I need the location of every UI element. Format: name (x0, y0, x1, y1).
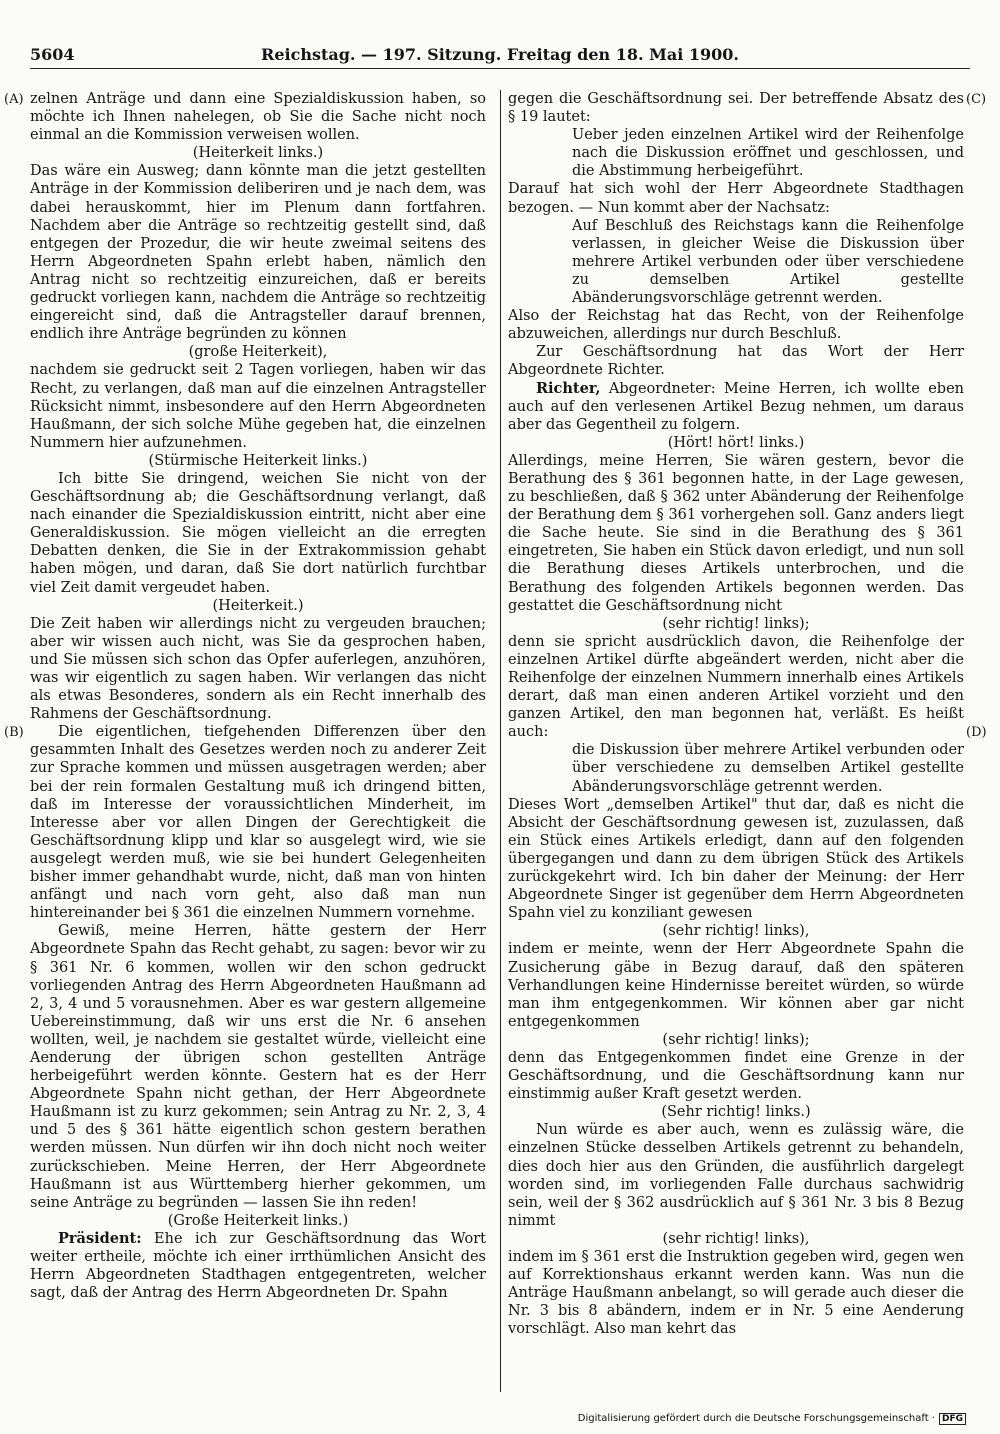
speech-text: Abgeordneter: Meine Herren, ich wollte eben auch auf den verlesenen Artikel Bezug nehmen, um daraus aber das Gegentheil zu folgern. (508, 380, 965, 433)
left-column (30, 90, 486, 1302)
paragraph: Dieses Wort „demselben Artikel" thut dar, daß es nicht die Absicht der Geschäftsordnung gewesen ist, zuzulassen, daß ein Stück eines Artikels erledigt, dann auf den folgenden übergegangen und dann zu dem übrigen Stück des Artikels zurückgekehrt wird. Ich bin daher der Meinung: der Herr Abgeordnete Singer ist gegenüber dem Herrn Abgeordneten Spahn viel zu konziliant gewesen (508, 796, 964, 922)
column-divider (500, 90, 501, 1392)
reaction: (große Heiterkeit), (188, 344, 328, 361)
header-rule (30, 68, 970, 69)
paragraph: denn das Entgegenkommen findet eine Grenze in der Geschäftsordnung, und die Geschäftsordnung kann nur einstimmig außer Kraft gesetzt werden. (508, 1049, 964, 1103)
page-header (0, 0, 1000, 70)
quoted-rule: Auf Beschluß des Reichstags kann die Reihenfolge verlassen, in gleicher Weise die Diskussion über mehrere Artikel verbunden oder über verschiedene zu demselben Artikel gestellte Abänderungsvorschläge getrennt werden. (572, 217, 964, 307)
credit-text: Digitalisierung gefördert durch die Deutsche Forschungsgemeinschaft · (577, 1413, 935, 1424)
speaker-paragraph (30, 1230, 486, 1302)
paragraph: nachdem sie gedruckt seit 2 Tagen vorliegen, haben wir das Recht, zu verlangen, daß man auf die einzelnen Antragsteller Rücksicht nimmt, insbesondere auf den Herrn Abgeordneten Haußmann, der sich solche Mühe gegeben hat, die einzelnen Nummern hier aufzunehmen. (30, 362, 486, 451)
reaction: (Heiterkeit.) (212, 597, 304, 614)
reaction: (Heiterkeit links.) (192, 145, 324, 162)
reaction: (Große Heiterkeit links.) (167, 1212, 349, 1229)
paragraph: Allerdings, meine Herren, Sie wären gestern, bevor die Berathung des § 361 begonnen hatte, in der Lage gewesen, zu beschließen, daß § 362 unter Abänderung der Reihenfolge der Berathung dem § 361 vorhergehen soll. Ganz anders liegt die Sache heute. Sie sind in die Berathung des § 361 eingetreten, Sie haben ein Stück davon erledigt, und nun soll die Berathung dieses Artikels unterbrochen, und die Berathung des folgenden Artikels begonnen werden. Das gestattet die Geschäftsordnung nicht (508, 452, 964, 614)
speaker-name: Präsident: (58, 1229, 142, 1247)
paragraph: Darauf hat sich wohl der Herr Abgeordnete Stadthagen bezogen. — Nun kommt aber der Nachsatz: (508, 181, 964, 216)
paragraph: zelnen Anträge und dann eine Spezialdiskussion haben, so möchte ich Ihnen nahelegen, ob Sie die Sache nicht noch einmal an die Kommission verweisen wollen. (30, 91, 486, 144)
running-title: Reichstag. — 197. Sitzung. Freitag den 18. Mai 1900. (261, 45, 739, 64)
paragraph: Zur Geschäftsordnung hat das Wort der Herr Abgeordnete Richter. (508, 344, 964, 379)
margin-marker-a: (A) (4, 92, 24, 107)
paragraph: Die eigentlichen, tiefgehenden Differenzen über den gesammten Inhalt des Gesetzes werden noch zu anderer Zeit zur Sprache kommen und müssen ausgetragen werden; aber bei der rein formalen Gestaltung muß ich dringend bitten, daß im Interesse der voraussichtlichen Minderheit, im Interesse aber vor allen Dingen der Gerechtigkeit die Geschäftsordnung klipp und klar so ausgelegt wird, wie sie ausgelegt werden muß, wie sie bei hundert Gelegenheiten bisher immer gehandhabt wurde, nicht, daß man von hinten anfängt und nach vorn geht, also daß man nun hintereinander bei § 361 die einzelnen Nummern vornehme. (30, 724, 486, 922)
reaction: (sehr richtig! links); (662, 1031, 810, 1048)
margin-marker-d: (D) (966, 725, 987, 740)
paragraph: gegen die Geschäftsordnung sei. Der betreffende Absatz des § 19 lautet: (508, 91, 964, 126)
paragraph: Gewiß, meine Herren, hätte gestern der Herr Abgeordnete Spahn das Recht gehabt, zu sagen: bevor wir zu § 361 Nr. 6 kommen, wollen wir den schon gedruckt vorliegenden Antrag des Herrn Abgeordneten Haußmann ad 2, 3, 4 und 5 vorausnehmen. Aber es war gestern allgemeine Uebereinstimmung, daß wir uns erst die Nr. 6 ansehen wollten, weil, je nachdem sie gestaltet würde, vielleicht eine Aenderung der übrigen schon gestellten Anträge herbeigeführt werden könnte. Gestern hat es der Herr Abgeordnete Spahn nicht gethan, der Herr Abgeordnete Haußmann ist zu kurz gekommen; sein Antrag zu Nr. 2, 3, 4 und 5 des § 361 hätte eigentlich schon gestern berathen werden müssen. Nun dürfen wir ihn doch nicht noch weiter zurückschieben. Meine Herren, der Herr Abgeordnete Haußmann ist aus Württemberg hierher gekommen, um seine Anträge zu begründen — lassen Sie ihn reden! (30, 923, 486, 1211)
margin-marker-b: (B) (4, 725, 24, 740)
speaker-name: Richter, (536, 379, 601, 397)
speaker-paragraph (508, 380, 964, 434)
dfg-logo-icon: DFG (939, 1413, 966, 1425)
quoted-rule: Ueber jeden einzelnen Artikel wird der Reihenfolge nach die Diskussion eröffnet und geschlossen, und die Abstimmung herbeigeführt. (572, 127, 964, 180)
quoted-rule: die Diskussion über mehrere Artikel verbunden oder über verschiedene zu demselben Artikel gestellte Abänderungsvorschläge getrennt werden. (572, 742, 964, 795)
reaction: (sehr richtig! links); (662, 615, 810, 632)
paragraph: Ich bitte Sie dringend, weichen Sie nicht von der Geschäftsordnung ab; die Geschäftsordnung verlangt, daß nach einander die Spezialdiskussion eintritt, nicht aber eine Generaldiskussion. Sie mögen vielleicht an die erregten Debatten denken, die Sie in der Extrakommission gehabt haben mögen, und daran, daß Sie dort natürlich furchtbar viel Zeit damit vergeudet haben. (30, 470, 486, 596)
margin-marker-c: (C) (966, 92, 987, 107)
reaction: (Hört! hört! links.) (667, 434, 805, 451)
speech-text: Ehe ich zur Geschäftsordnung das Wort weiter ertheile, möchte ich einer irrthümlichen Ansicht des Herrn Abgeordneten Stadthagen entgegentreten, welcher sagt, daß der Antrag des Herrn Abgeordneten Dr. Spahn (30, 1230, 487, 1302)
reaction: (Sehr richtig! links.) (661, 1104, 811, 1121)
paragraph: Das wäre ein Ausweg; dann könnte man die jetzt gestellten Anträge in der Kommission deliberiren und je nach dem, was dabei herauskommt, hier im Plenum dann fortfahren. Nachdem aber die Anträge so rechtzeitig gestellt sind, daß entgegen der Prozedur, die wir heute zweimal seitens des Herrn Abgeordneten Spahn erlebt haben, nämlich den Antrag nicht so rechtzeitig einzureichen, daß er bereits gedruckt vorliegen kann, nachdem die Anträge so rechtzeitig eingereicht sind, daß die Antragsteller darauf brennen, endlich ihre Anträge begründen zu können (30, 163, 486, 343)
reaction: (Stürmische Heiterkeit links.) (148, 452, 368, 469)
reaction: (sehr richtig! links), (662, 1230, 810, 1247)
paragraph: Die Zeit haben wir allerdings nicht zu vergeuden brauchen; aber wir wissen auch nicht, was Sie da gesprochen haben, und Sie müssen sich schon das Opfer auferlegen, anzuhören, was wir eigentlich zu sagen haben. Wir verlangen das nicht als etwas Besonderes, sondern als ein Recht innerhalb des Rahmens der Geschäftsordnung. (30, 615, 486, 723)
paragraph: indem im § 361 erst die Instruktion gegeben wird, gegen wen auf Korrektionshaus erkannt werden kann. Was nun die Anträge Haußmann anbelangt, so will gerade auch dieser die Nr. 3 bis 8 abändern, indem er in Nr. 5 eine Aenderung vorschlägt. Also man kehrt das (508, 1249, 964, 1338)
paragraph: Also der Reichstag hat das Recht, von der Reihenfolge abzuweichen, allerdings nur durch Beschluß. (508, 308, 964, 343)
paragraph: indem er meinte, wenn der Herr Abgeordnete Spahn die Zusicherung gäbe in Bezug darauf, daß den späteren Verhandlungen keine Hindernisse bereitet würden, so würde man ihm entgegenkommen. Wir können aber gar nicht entgegenkommen (508, 941, 964, 1030)
digitization-credit (578, 1413, 966, 1425)
page-number: 5604 (30, 45, 75, 64)
right-column (508, 90, 964, 1338)
paragraph: denn sie spricht ausdrücklich davon, die Reihenfolge der einzelnen Artikel dürfte abgeändert werden, nicht aber die Reihenfolge der einzelnen Nummern innerhalb eines Artikels derart, daß man einen anderen Artikel vorzieht und den ganzen Artikel, den man begonnen hat, verläßt. Es heißt auch: (508, 633, 964, 741)
reaction: (sehr richtig! links), (662, 923, 810, 940)
paragraph: Nun würde es aber auch, wenn es zulässig wäre, die einzelnen Stücke desselben Artikels getrennt zu behandeln, dies doch hier aus den Gründen, die ausführlich dargelegt worden sind, im vorliegenden Falle durchaus sachwidrig sein, weil der § 362 ausdrücklich auf § 361 Nr. 3 bis 8 Bezug nimmt (508, 1122, 964, 1229)
